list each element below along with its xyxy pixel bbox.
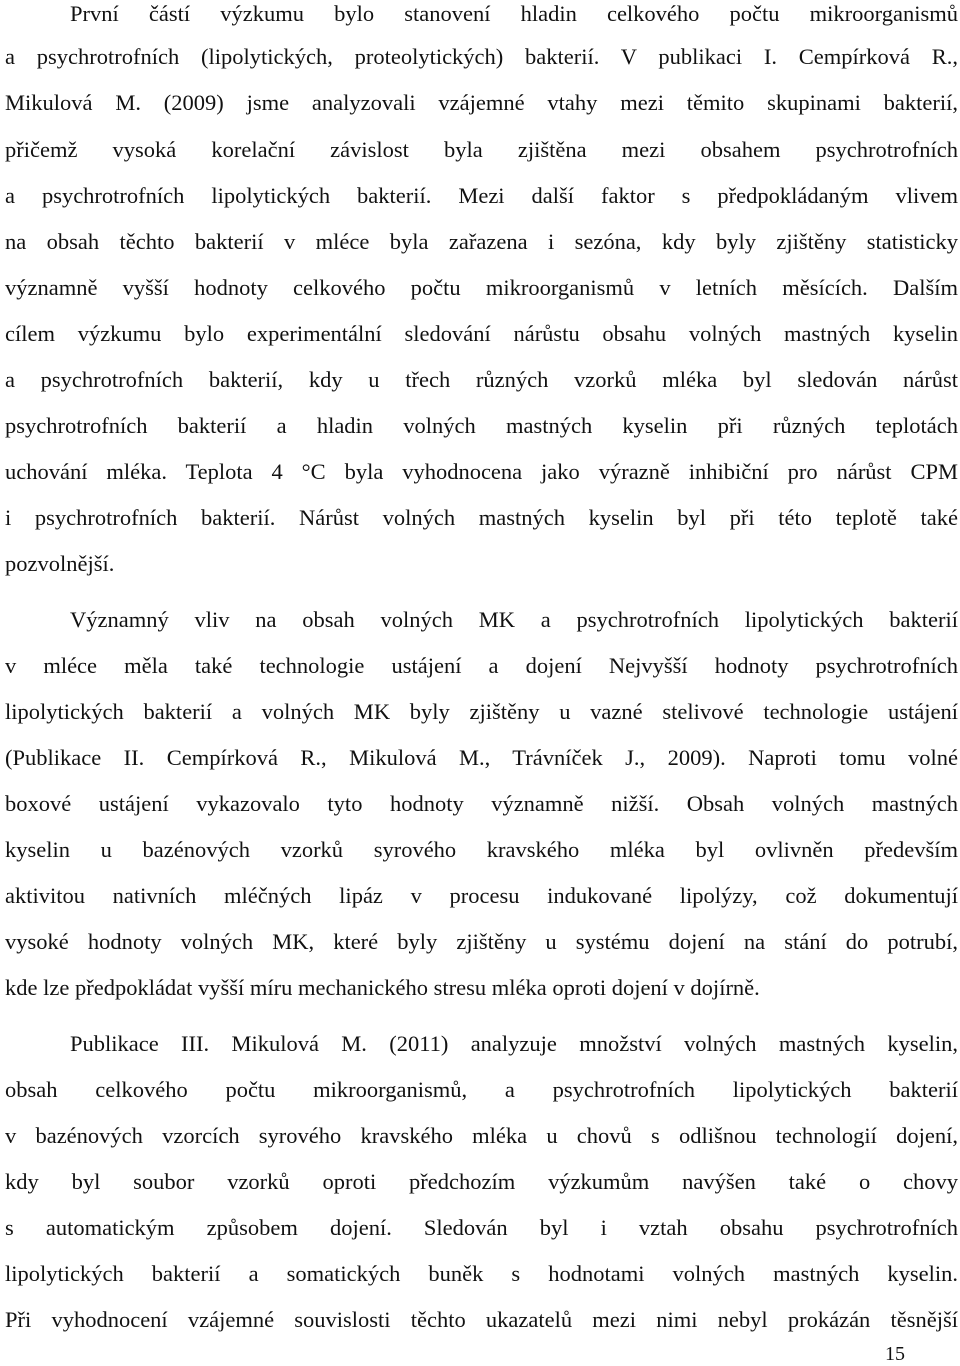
paragraph-2-line-1: Významný vliv na obsah volných MK a psychrotrofních lipolytických bakterií — [70, 607, 958, 632]
paragraph-3-line-3: v bazénových vzorcích syrového kravského mléka u chovů s odlišnou technologií dojení, — [5, 1123, 958, 1148]
paragraph-1-line-1: První částí výzkumu bylo stanovení hladin celkového počtu mikroorganismů — [70, 1, 958, 26]
paragraph-3-line-7: Při vyhodnocení vzájemné souvislosti těchto ukazatelů mezi nimi nebyl prokázán těsnější — [5, 1307, 958, 1332]
paragraph-2-line-2: v mléce měla také technologie ustájení a dojení Nejvyšší hodnoty psychrotrofních — [5, 653, 958, 678]
paragraph-2-line-7: aktivitou nativních mléčných lipáz v procesu indukované lipolýzy, což dokumentují — [5, 883, 958, 908]
paragraph-2-line-9: kde lze předpokládat vyšší míru mechanického stresu mléka oproti dojení v dojírně. — [5, 975, 760, 1000]
paragraph-1-line-6: na obsah těchto bakterií v mléce byla zařazena i sezóna, kdy byly zjištěny statisticky — [5, 229, 958, 254]
paragraph-1-line-8: cílem výzkumu bylo experimentální sledování nárůstu obsahu volných mastných kyselin — [5, 321, 958, 346]
paragraph-1-line-9: a psychrotrofních bakterií, kdy u třech různých vzorků mléka byl sledován nárůst — [5, 367, 958, 392]
paragraph-2-line-3: lipolytických bakterií a volných MK byly zjištěny u vazné stelivové technologie ustájení — [5, 699, 958, 724]
page-number: 15 — [885, 1343, 905, 1365]
paragraph-1-line-10: psychrotrofních bakterií a hladin volných mastných kyselin při různých teplotách — [5, 413, 958, 438]
paragraph-1-line-13: pozvolnější. — [5, 551, 115, 576]
paragraph-1-line-7: významně vyšší hodnoty celkového počtu mikroorganismů v letních měsících. Dalším — [5, 275, 958, 300]
paragraph-1-line-4: přičemž vysoká korelační závislost byla zjištěna mezi obsahem psychrotrofních — [5, 137, 958, 162]
paragraph-2-line-5: boxové ustájení vykazovalo tyto hodnoty významně nižší. Obsah volných mastných — [5, 791, 958, 816]
paragraph-3-line-1: Publikace III. Mikulová M. (2011) analyzuje množství volných mastných kyselin, — [70, 1031, 958, 1056]
paragraph-1-line-3: Mikulová M. (2009) jsme analyzovali vzájemné vtahy mezi těmito skupinami bakterií, — [5, 90, 958, 115]
paragraph-3-line-2: obsah celkového počtu mikroorganismů, a psychrotrofních lipolytických bakterií — [5, 1077, 958, 1102]
paragraph-1-line-2: a psychrotrofních (lipolytických, proteolytických) bakterií. V publikaci I. Cempírková R., — [5, 44, 958, 69]
paragraph-1-line-11: uchování mléka. Teplota 4 °C byla vyhodnocena jako výrazně inhibiční pro nárůst CPM — [5, 459, 958, 484]
paragraph-3-line-4: kdy byl soubor vzorků oproti předchozím výzkumům navýšen také o chovy — [5, 1169, 958, 1194]
paragraph-1-line-5: a psychrotrofních lipolytických bakterií. Mezi další faktor s předpokládaným vlivem — [5, 183, 958, 208]
paragraph-3-line-5: s automatickým způsobem dojení. Sledován byl i vztah obsahu psychrotrofních — [5, 1215, 958, 1240]
paragraph-2-line-4: (Publikace II. Cempírková R., Mikulová M., Trávníček J., 2009). Naproti tomu volné — [5, 745, 958, 770]
paragraph-2-line-6: kyselin u bazénových vzorků syrového kravského mléka byl ovlivněn především — [5, 837, 958, 862]
paragraph-2-line-8: vysoké hodnoty volných MK, které byly zjištěny u systému dojení na stání do potrubí, — [5, 929, 958, 954]
paragraph-1-line-12: i psychrotrofních bakterií. Nárůst volných mastných kyselin byl při této teplotě také — [5, 505, 958, 530]
paragraph-3-line-6: lipolytických bakterií a somatických buněk s hodnotami volných mastných kyselin. — [5, 1261, 958, 1286]
